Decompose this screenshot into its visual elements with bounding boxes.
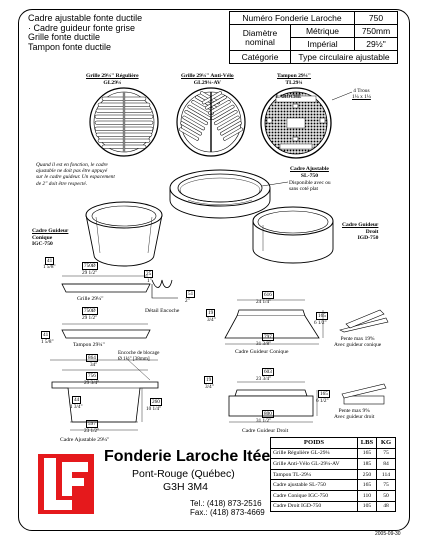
weights-head: POIDS xyxy=(271,438,358,449)
categorie-label: Catégorie xyxy=(230,51,291,64)
cadre-dim-597-in: 23 1/2" xyxy=(84,428,100,434)
cadre-droit-label: Cadre Guideur Droit IGD-750 xyxy=(342,222,379,241)
numero-label: Numéro Fonderie Laroche xyxy=(230,12,355,25)
tampon-dim-750: 750Ø xyxy=(84,308,96,314)
tampon-dim-750-in: 29 1/2" xyxy=(82,315,98,321)
tampon-caption: Tampon 29¼" xyxy=(73,342,105,348)
cadre-conique-drawing xyxy=(82,197,166,271)
cadre-ajustable-section xyxy=(40,352,170,436)
weights-table xyxy=(270,437,396,512)
conique-pente: Pente max 19% Avec guideur conique xyxy=(334,336,382,349)
droit-dim-19: 19 xyxy=(206,377,212,383)
droit-caption: Cadre Guideur Droit xyxy=(242,428,289,434)
droit-dim-603-in: 23 3/4" xyxy=(256,376,272,382)
droit-pente-drawing xyxy=(336,376,392,406)
droit-dim-19-in: 3/4" xyxy=(205,384,214,390)
cadre-dim-756-in: 29 3/4" xyxy=(84,380,100,386)
metrique-label: Métrique xyxy=(291,25,355,38)
weights-head-lbs: LBS xyxy=(358,438,377,449)
table-row: Cadre Conique IGC-750 110 50 xyxy=(271,490,396,501)
categorie-value: Type circulaire ajustable xyxy=(291,51,398,64)
grille-av-label: Grille 29¼" Anti-Vélo GL29¼-AV xyxy=(181,73,234,86)
conique-dim-19-in: 3/4" xyxy=(207,317,216,323)
cadre-droit-drawing xyxy=(247,199,339,271)
grille-dim-25-in: 1" xyxy=(147,278,152,284)
grille-dim-750: 750Ø xyxy=(84,263,96,269)
cadre-caption: Cadre Ajustable 29¼" xyxy=(60,437,110,443)
document-date: 2005-09-30 xyxy=(375,531,401,537)
blocage-note: Encoche de blocage Ø 1½" [38mm] xyxy=(118,350,160,363)
conique-pente-drawing xyxy=(336,304,392,334)
weights-head-kg: KG xyxy=(377,438,396,449)
grille-dim-51: 51 xyxy=(188,291,194,297)
tampon-dim-41: 41 xyxy=(43,332,49,338)
conique-dim-165: 165 xyxy=(318,313,326,319)
product-description xyxy=(28,14,142,52)
grille-dim-25: 25 xyxy=(146,271,152,277)
metrique-value: 750mm xyxy=(355,25,398,38)
table-row: Tampon TL-29¼ 250 114 xyxy=(271,469,396,480)
grille-av-drawing xyxy=(175,86,247,158)
imperial-label: Impérial xyxy=(291,38,355,51)
desc-line: · Cadre guideur fonte grise xyxy=(28,22,136,33)
diametre-label: Diamètre nominal xyxy=(230,25,291,51)
cadre-dim-44-in: 1 3/4" xyxy=(70,404,83,410)
imperial-value: 29½" xyxy=(355,38,398,51)
cadre-dim-597: 597 xyxy=(88,421,96,427)
spec-table xyxy=(229,11,398,64)
conique-dim-165-in: 6 1/2" xyxy=(314,320,327,326)
table-row: Cadre ajustable SL-750 165 75 xyxy=(271,480,396,491)
company-city: Pont-Rouge (Québec) xyxy=(132,468,235,480)
grille-label: Grille 29¼" Régulière GL29¼ xyxy=(86,73,139,86)
desc-line: Tampon fonte ductile xyxy=(28,41,112,52)
company-tel: Tel.: (418) 873-2516 xyxy=(190,499,262,508)
cadre-ajustable-note: Disponible avec ou sans coté plat xyxy=(289,180,331,193)
encoche-detail xyxy=(148,276,184,304)
trous-label: 4 Trous 1¼ x 1¼ xyxy=(352,88,371,101)
cadre-dim-260-in: 10 1/4" xyxy=(146,406,162,412)
desc-line: Grille fonte ductile xyxy=(28,32,101,42)
grille-elevation xyxy=(40,270,160,296)
cadre-dim-864: 864 xyxy=(88,355,96,361)
grille-dim-750-in: 29 1/2" xyxy=(82,270,98,276)
grille-dim-41: 41 xyxy=(47,258,53,264)
company-postal: G3H 3M4 xyxy=(163,481,208,493)
droit-dim-165: 165 xyxy=(320,391,328,397)
cadre-dim-260: 260 xyxy=(152,399,160,405)
cadre-dim-44: 44 xyxy=(74,397,80,403)
conique-dim-797: 797 xyxy=(264,334,272,340)
encoche-caption: Détail Encoche xyxy=(145,308,180,314)
cadre-ajustable-label: Cadre Ajustable SL-750 xyxy=(290,166,329,179)
company-name: Fonderie Laroche Itée xyxy=(104,448,271,465)
grille-dim-41-in: 1 5/8" xyxy=(43,264,56,270)
droit-dim-800-in: 31 1/2" xyxy=(256,418,272,424)
conique-dim-19: 19 xyxy=(208,310,214,316)
company-logo xyxy=(38,454,94,514)
grille-dim-51-in: 2" xyxy=(185,298,190,304)
tampon-dim-41-in: 1 5/8" xyxy=(41,339,54,345)
numero-value: 750 xyxy=(355,12,398,25)
droit-pente: Pente max 9% Avec guideur droit xyxy=(334,408,375,421)
company-fax: Fax.: (418) 873-4669 xyxy=(190,508,265,517)
grille-drawing xyxy=(88,86,160,158)
cadre-conique-label: Cadre Guideur Conique IGC-750 xyxy=(32,228,69,247)
table-row: Grille Anti-Vélo GL-29¼-AV 185 84 xyxy=(271,459,396,470)
grille-caption: Grille 29¼" xyxy=(77,296,104,302)
usage-note: Quand il est en fonction, le cadre ajustable ne doit pas être appuyé sur le cadre guideur. Un espacement de 2" doit être respecté. xyxy=(36,162,115,187)
conique-dim-797-in: 31 3/8" xyxy=(256,341,272,347)
droit-dim-165-in: 6 1/2" xyxy=(316,398,329,404)
table-row: Cadre Droit IGD-750 105 48 xyxy=(271,501,396,512)
cadre-dim-864-in: 34" xyxy=(90,362,98,368)
table-row: Grille Régulière GL-29¼ 165 75 xyxy=(271,448,396,459)
conique-dim-616-in: 24 1/4" xyxy=(256,299,272,305)
cadre-dim-756: 756 xyxy=(88,373,96,379)
ajustable-leader xyxy=(260,178,290,188)
tampon-inscription: LAROCHE xyxy=(276,95,302,100)
droit-dim-603: 603 xyxy=(264,369,272,375)
trous-leader xyxy=(330,90,354,102)
conique-dim-616: 616 xyxy=(264,292,272,298)
droit-dim-800: 800 xyxy=(264,411,272,417)
conique-caption: Cadre Guideur Conique xyxy=(235,349,289,355)
tampon-label: Tampon 29¼" TL29¼ xyxy=(277,73,311,86)
desc-line: Cadre ajustable fonte ductile xyxy=(28,13,143,23)
tampon-elevation xyxy=(40,318,160,344)
